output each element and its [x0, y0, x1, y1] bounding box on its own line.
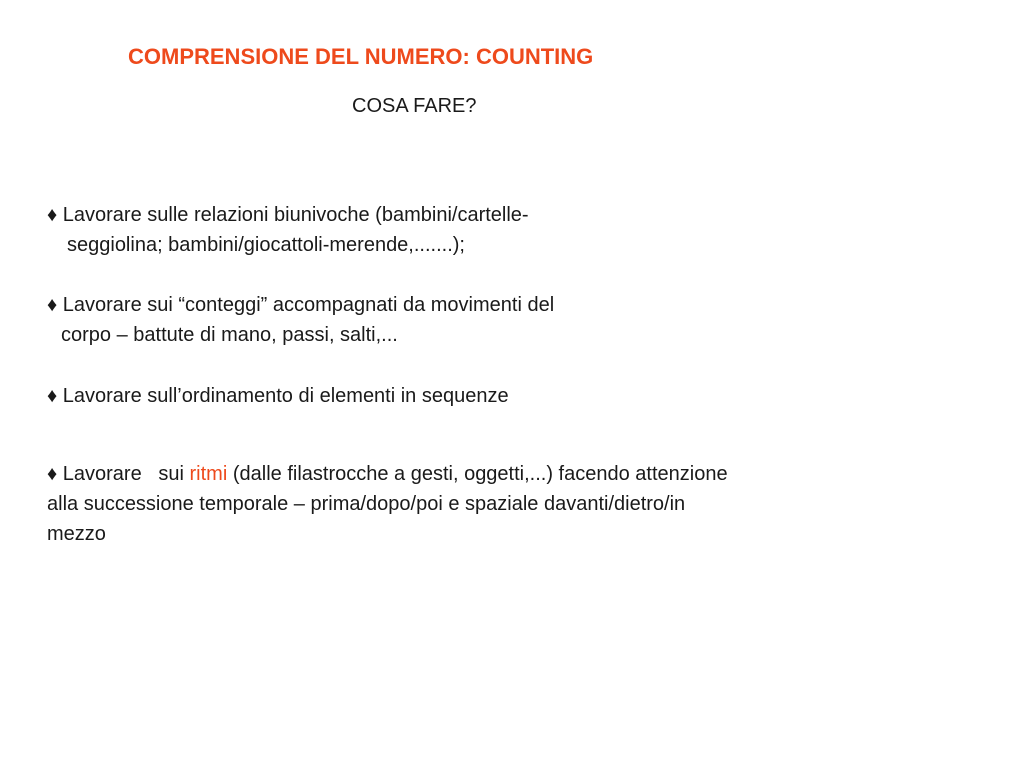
bullet-4-suffix: (dalle filastrocche a gesti, oggetti,...) facendo attenzione [232, 463, 728, 485]
slide-subtitle: COSA FARE? [352, 95, 477, 117]
bullet-3-line-1 [47, 381, 509, 411]
bullet-2-line-1 [47, 290, 554, 320]
bullet-4-line-3: mezzo [47, 523, 106, 545]
slide-title: COMPRENSIONE DEL NUMERO: COUNTING [128, 44, 594, 69]
bullet-4-line-2: alla successione temporale – prima/dopo/poi e spaziale davanti/dietro/in [47, 493, 686, 515]
bullet-3-text: Lavorare sull’ordinamento di elementi in sequenze [62, 385, 509, 407]
diamond-bullet-icon: ♦ [47, 204, 58, 226]
bullet-1-line-1 [47, 200, 529, 230]
bullet-2-line-2: corpo – battute di mano, passi, salti,... [61, 324, 398, 346]
diamond-bullet-icon: ♦ [47, 385, 58, 407]
diamond-bullet-icon: ♦ [47, 463, 58, 485]
diamond-bullet-icon: ♦ [47, 294, 58, 316]
ritmi-highlight: ritmi [189, 463, 228, 485]
bullet-1-text: Lavorare sulle relazioni biunivoche (bambini/cartelle- [62, 204, 529, 226]
bullet-2-text: Lavorare sui “conteggi” accompagnati da movimenti del [62, 294, 555, 316]
bullet-4-prefix: Lavorare sui [62, 463, 184, 485]
bullet-1-line-2: seggiolina; bambini/giocattoli-merende,.......); [67, 234, 465, 256]
bullet-4-line-1 [47, 459, 728, 489]
